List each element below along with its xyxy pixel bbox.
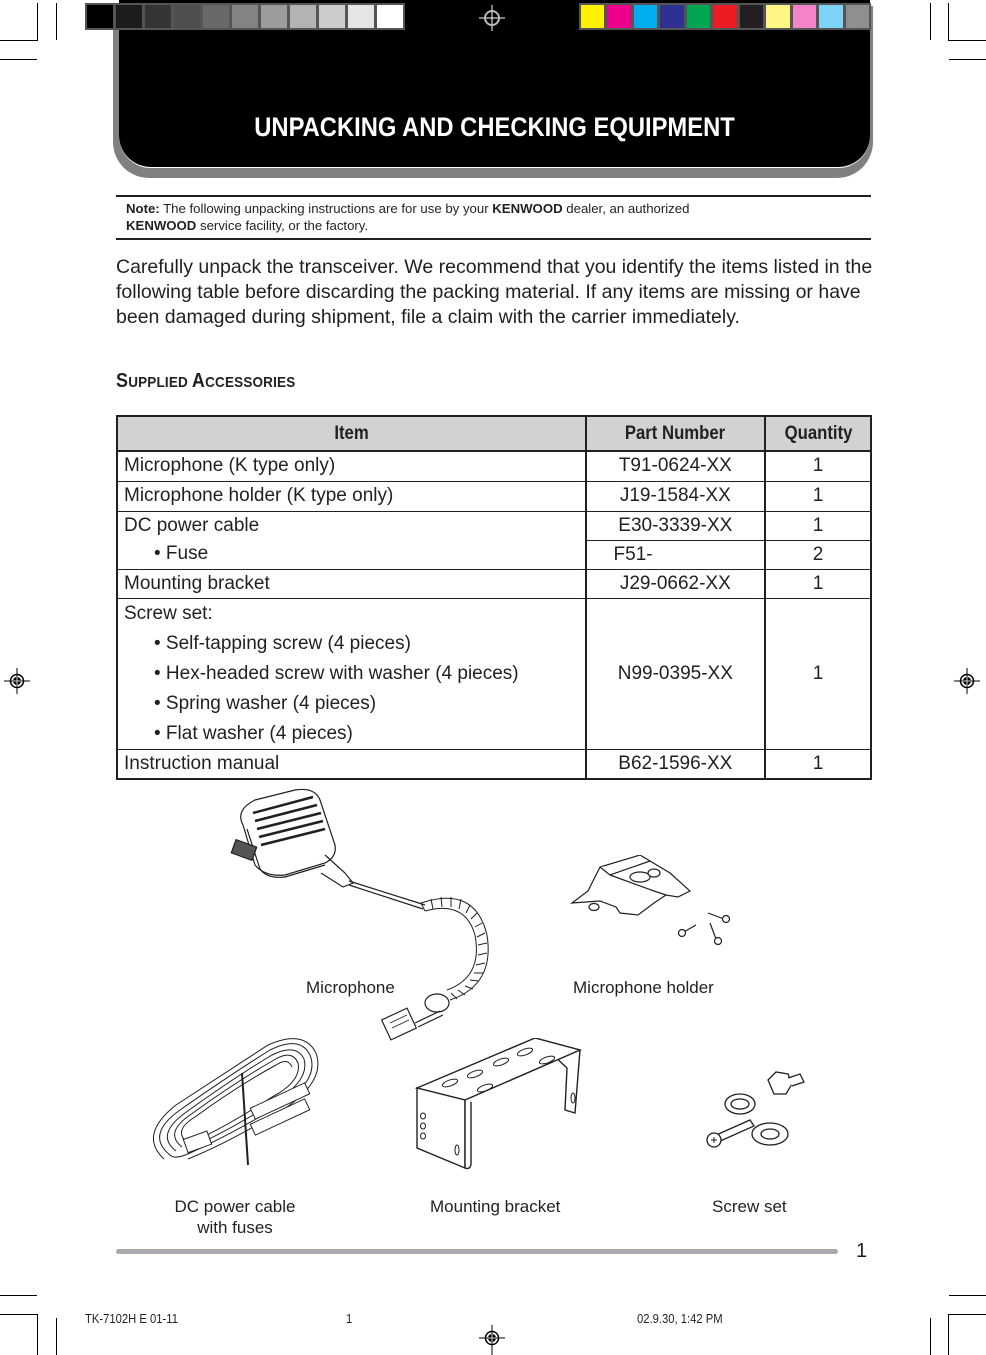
part-number-cell: J19-1584-XX (586, 481, 766, 511)
part-number-cell: B62-1596-XX (586, 749, 766, 779)
microphone-illustration-icon (225, 785, 510, 1045)
color-swatch (713, 5, 736, 28)
table-row (117, 451, 871, 481)
caption-line: with fuses (197, 1218, 273, 1237)
quantity-cell: 1 (765, 569, 871, 598)
sub-item: • Self-tapping screw (4 pieces) (154, 632, 411, 654)
color-swatch (846, 5, 869, 28)
color-swatch (261, 5, 287, 28)
item-cell: Microphone (K type only) (117, 451, 586, 481)
color-swatch (203, 5, 229, 28)
microphone-holder-illustration-icon (570, 855, 730, 945)
registration-target-icon (954, 668, 980, 694)
table-row (117, 569, 871, 598)
color-swatch (348, 5, 374, 28)
screw-set-illustration-icon (700, 1068, 810, 1153)
page-number: 1 (856, 1240, 868, 1262)
color-swatch (116, 5, 142, 28)
microphone-holder-caption: Microphone holder (573, 978, 714, 997)
footer-rule (116, 1249, 838, 1254)
brand-name: KENWOOD (492, 201, 563, 216)
item-cell: Instruction manual (117, 749, 586, 779)
dealer-note (116, 195, 871, 240)
accessories-table (116, 415, 872, 780)
part-number-cell: T91-0624-XX (586, 451, 766, 481)
color-swatch (87, 5, 113, 28)
color-swatch (793, 5, 816, 28)
page-title: UNPACKING AND CHECKING EQUIPMENT (254, 112, 735, 142)
column-header-part-number: Part Number (586, 416, 766, 451)
cmyk-color-bar (579, 3, 871, 30)
sub-item: • Flat washer (4 pieces) (154, 722, 353, 744)
table-row (117, 540, 871, 569)
table-row (117, 749, 871, 779)
note-text: service facility, or the factory. (196, 218, 369, 233)
item-cell: • Fuse (117, 540, 586, 569)
print-slug-date: 02.9.30, 1:42 PM (637, 1312, 723, 1326)
color-swatch (660, 5, 683, 28)
note-label: Note: (126, 201, 160, 216)
item-cell: DC power cable (117, 511, 586, 540)
quantity-cell: 1 (765, 749, 871, 779)
table-row (117, 511, 871, 540)
grayscale-color-bar (85, 3, 405, 30)
quantity-cell: 2 (765, 540, 871, 569)
intro-paragraph: Carefully unpack the transceiver. We recommend that you identify the items listed in the following table before discarding the packing material. If any items are missing or have been damaged during shipment, file a claim with the carrier immediately. (116, 256, 873, 328)
item-label: Screw set: (124, 602, 213, 624)
quantity-cell: 1 (765, 511, 871, 540)
section-heading-supplied-accessories: SUPPLIED ACCESSORIES (116, 370, 296, 392)
item-cell: Mounting bracket (117, 569, 586, 598)
print-slug-page: 1 (346, 1312, 353, 1326)
part-number-cell: E30-3339-XX (586, 511, 766, 540)
part-number-cell: F51- (586, 540, 766, 569)
note-text: dealer, an authorized (562, 201, 690, 216)
color-swatch (766, 5, 789, 28)
color-swatch (687, 5, 710, 28)
color-swatch (290, 5, 316, 28)
part-number-cell: N99-0395-XX (586, 598, 766, 749)
table-header-row (117, 416, 871, 451)
sub-item: • Hex-headed screw with washer (4 pieces) (154, 662, 519, 684)
color-swatch (145, 5, 171, 28)
color-swatch (634, 5, 657, 28)
item-cell (117, 598, 586, 749)
color-swatch (174, 5, 200, 28)
column-header-item: Item (117, 416, 586, 451)
registration-target-icon (479, 1325, 505, 1355)
dc-power-cable-caption (165, 1196, 305, 1238)
quantity-cell: 1 (765, 451, 871, 481)
color-swatch (740, 5, 763, 28)
note-text: The following unpacking instructions are for use by your (159, 201, 493, 216)
color-swatch (319, 5, 345, 28)
column-header-quantity: Quantity (765, 416, 871, 451)
quantity-cell: 1 (765, 481, 871, 511)
color-swatch (819, 5, 842, 28)
color-swatch (377, 5, 403, 28)
color-swatch (607, 5, 630, 28)
part-number-cell: J29-0662-XX (586, 569, 766, 598)
quantity-cell: 1 (765, 598, 871, 749)
item-cell: Microphone holder (K type only) (117, 481, 586, 511)
dc-power-cable-illustration-icon (150, 1035, 340, 1170)
registration-target-icon (479, 5, 505, 31)
microphone-caption: Microphone (306, 978, 395, 997)
sub-item: • Spring washer (4 pieces) (154, 692, 377, 714)
mounting-bracket-caption: Mounting bracket (430, 1197, 561, 1216)
print-slug-document: TK-7102H E 01-11 (85, 1312, 178, 1326)
screw-set-caption: Screw set (712, 1197, 787, 1216)
registration-target-icon (4, 668, 30, 694)
table-row (117, 598, 871, 749)
color-swatch (581, 5, 604, 28)
brand-name: KENWOOD (126, 218, 197, 233)
table-row (117, 481, 871, 511)
mounting-bracket-illustration-icon (415, 1038, 585, 1173)
color-swatch (232, 5, 258, 28)
caption-line: DC power cable (174, 1197, 296, 1216)
